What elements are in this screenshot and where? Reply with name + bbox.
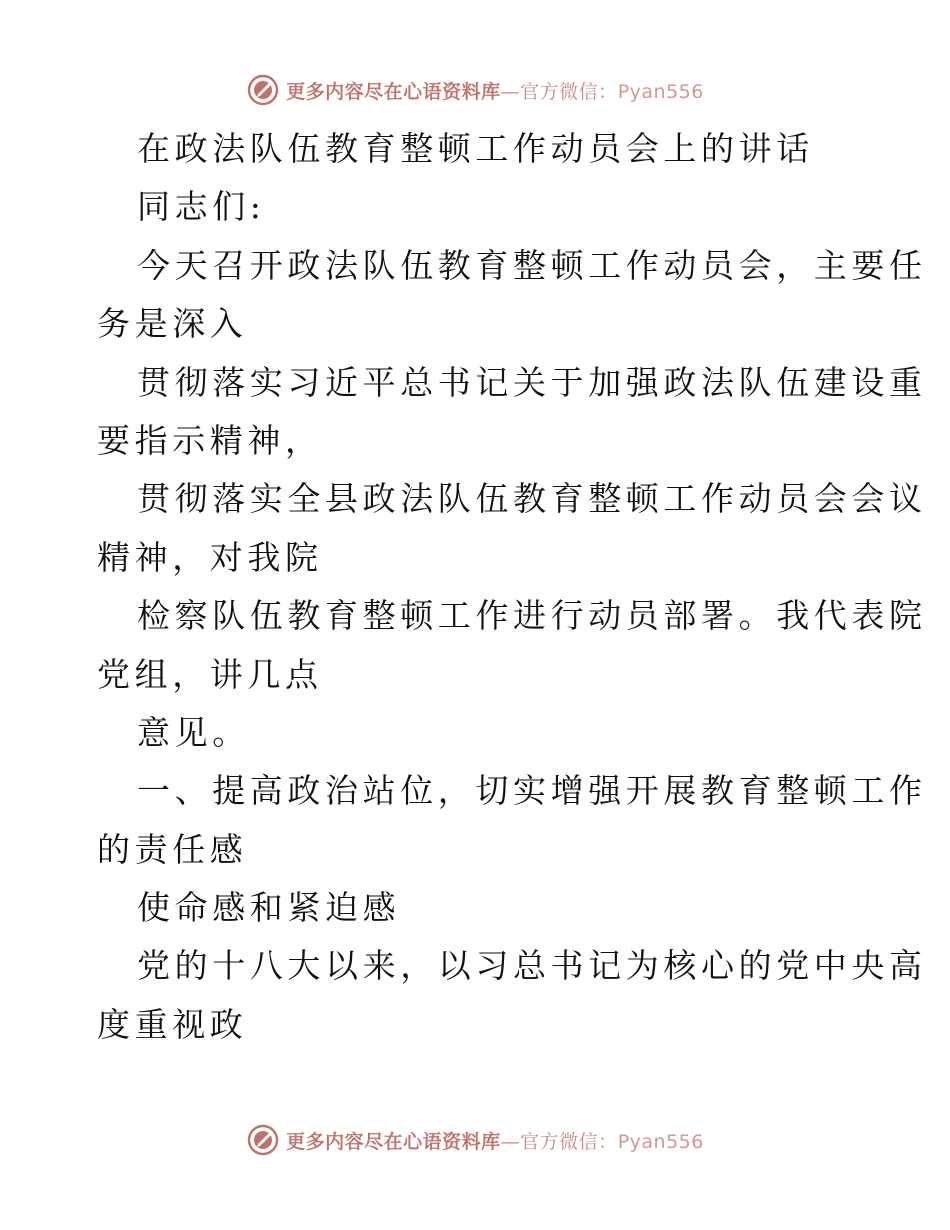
- paragraph-line: 今天召开政法队伍教育整顿工作动员会，主要任: [137, 245, 927, 285]
- ink-pen-seal-icon: [246, 1123, 280, 1157]
- paragraph-line: 要指示精神，: [97, 420, 323, 460]
- section-heading: 使命感和紧迫感: [137, 888, 401, 928]
- watermark-dash: —: [500, 80, 521, 103]
- paragraph-line: 贯彻落实全县政法队伍教育整顿工作动员会会议: [137, 479, 927, 519]
- paragraph-line: 检察队伍教育整顿工作进行动员部署。我代表院: [137, 596, 927, 636]
- paragraph-line: 务是深入: [97, 304, 248, 344]
- watermark-brand: 更多内容尽在心语资料库: [286, 1130, 501, 1153]
- watermark-wechat-id: Pyan556: [617, 1130, 704, 1153]
- document-title: 在政法队伍教育整顿工作动员会上的讲话: [137, 129, 814, 168]
- paragraph-line: 贯彻落实习近平总书记关于加强政法队伍建设重: [137, 362, 927, 402]
- document-body: [97, 120, 927, 1054]
- paragraph-line: 精神，对我院: [97, 537, 323, 577]
- watermark-official: 官方微信：: [520, 80, 618, 103]
- watermark-brand: 更多内容尽在心语资料库: [286, 80, 501, 103]
- watermark-wechat-id: Pyan556: [617, 80, 704, 103]
- watermark-dash: —: [500, 1130, 521, 1153]
- section-heading: 一、提高政治站位，切实增强开展教育整顿工作: [137, 771, 927, 811]
- ink-pen-seal-icon: [246, 73, 280, 107]
- header-watermark: [0, 70, 950, 110]
- watermark-text: [286, 1127, 704, 1154]
- paragraph-line: 意见。: [137, 712, 250, 752]
- salutation: 同志们:: [137, 187, 266, 227]
- watermark-official: 官方微信：: [520, 1130, 618, 1153]
- footer-watermark: [0, 1120, 950, 1160]
- watermark-text: [286, 77, 704, 104]
- paragraph-line: 度重视政: [97, 1004, 248, 1044]
- section-heading: 的责任感: [97, 829, 248, 869]
- paragraph-line: 党组，讲几点: [97, 654, 323, 694]
- paragraph-line: 党的十八大以来，以习总书记为核心的党中央高: [137, 946, 927, 986]
